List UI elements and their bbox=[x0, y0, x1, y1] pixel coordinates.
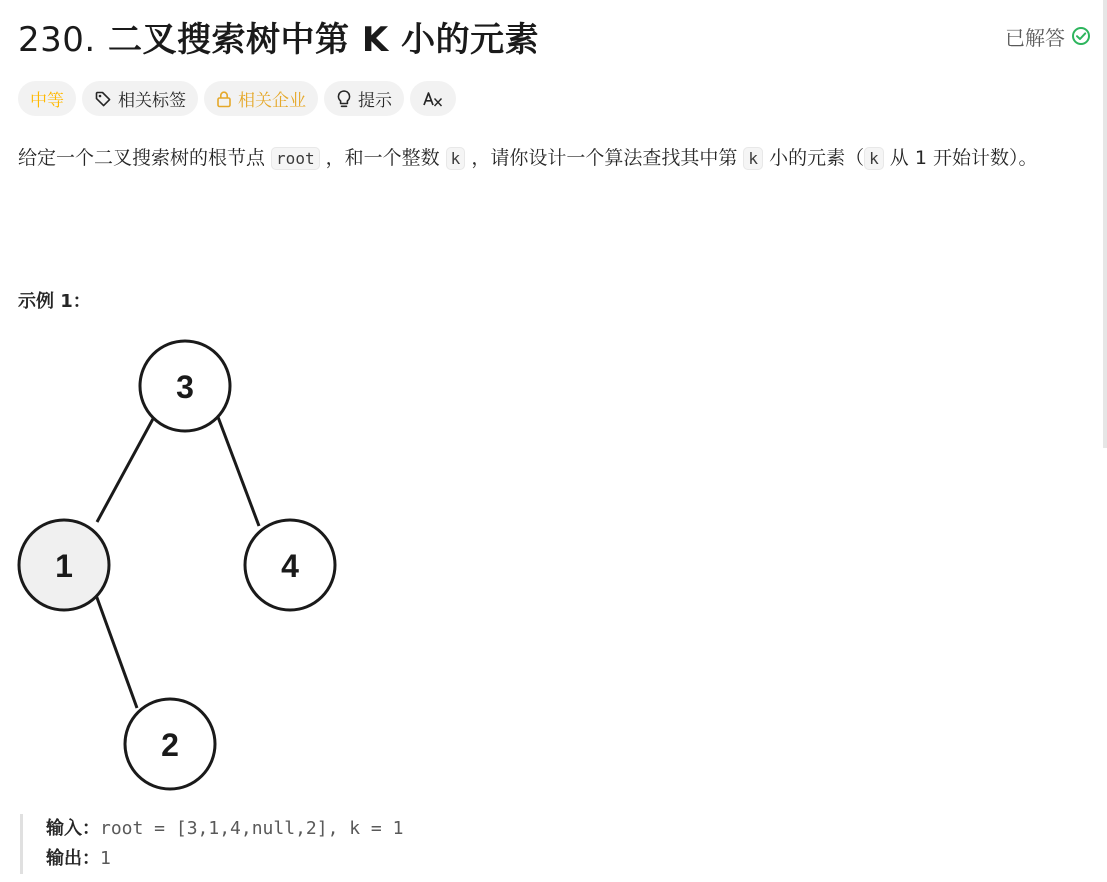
title-row bbox=[18, 14, 1091, 58]
code-k: k bbox=[864, 147, 884, 170]
tree-edge bbox=[97, 417, 154, 522]
problem-title-text: 二叉搜索树中第 K 小的元素 bbox=[108, 19, 540, 60]
difficulty-label: 中等 bbox=[30, 91, 64, 111]
tree-node-label: 1 bbox=[55, 548, 73, 584]
tree-node-label: 2 bbox=[161, 727, 179, 763]
problem-description bbox=[18, 142, 1088, 175]
tree-node-label: 4 bbox=[281, 548, 299, 584]
description-text-5: 从 1 开始计数）。 bbox=[883, 147, 1038, 169]
related-companies-label: 相关企业 bbox=[238, 91, 306, 111]
output-label: 输出： bbox=[46, 848, 100, 869]
input-value: root = [3,1,4,null,2], k = 1 bbox=[100, 818, 404, 839]
hint-label: 提示 bbox=[358, 91, 392, 111]
solved-label: 已解答 bbox=[1005, 25, 1065, 50]
example-input-line bbox=[46, 814, 403, 844]
tree-edge bbox=[218, 417, 259, 526]
tag-icon bbox=[94, 90, 112, 108]
description-text-2: ，和一个整数 bbox=[319, 147, 446, 169]
related-tags-button[interactable] bbox=[82, 81, 198, 116]
translate-button[interactable] bbox=[410, 81, 456, 116]
scrollbar[interactable] bbox=[1103, 0, 1107, 448]
example-io-block bbox=[20, 814, 403, 874]
description-text-4: 小的元素（ bbox=[763, 147, 865, 169]
description-text-1: 给定一个二叉搜索树的根节点 bbox=[18, 147, 272, 169]
lock-icon bbox=[216, 90, 232, 108]
solved-status bbox=[1005, 22, 1091, 51]
code-k: k bbox=[446, 147, 466, 170]
description-text-3: ，请你设计一个算法查找其中第 bbox=[465, 147, 744, 169]
related-companies-button[interactable] bbox=[204, 81, 318, 116]
input-label: 输入： bbox=[46, 818, 100, 839]
example-title: 示例 1： bbox=[18, 291, 91, 312]
code-k: k bbox=[743, 147, 763, 170]
output-value: 1 bbox=[100, 848, 111, 869]
code-root: root bbox=[271, 147, 320, 170]
tree-node-label: 3 bbox=[176, 369, 194, 405]
related-tags-label: 相关标签 bbox=[118, 91, 186, 111]
lightbulb-icon bbox=[336, 89, 352, 109]
tree-diagram bbox=[0, 330, 340, 799]
tag-bar bbox=[18, 81, 456, 116]
difficulty-badge bbox=[18, 81, 76, 116]
translate-icon bbox=[422, 90, 444, 108]
example-output-line bbox=[46, 844, 403, 874]
check-circle-icon bbox=[1071, 26, 1091, 46]
tree-edge bbox=[96, 595, 137, 708]
problem-number: 230. bbox=[18, 19, 96, 60]
hint-button[interactable] bbox=[324, 81, 404, 116]
problem-title[interactable] bbox=[18, 12, 539, 61]
